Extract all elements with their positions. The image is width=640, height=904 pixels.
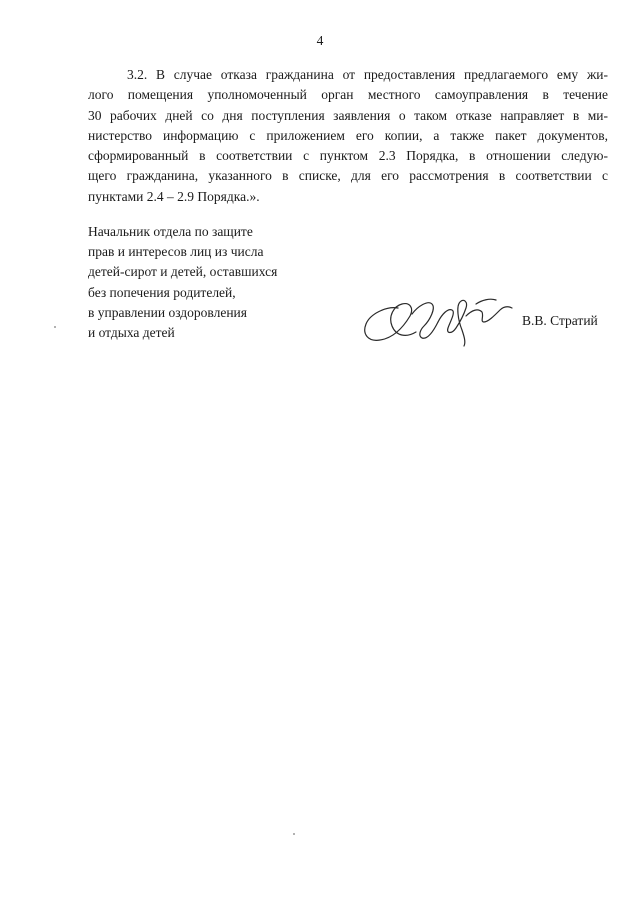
signatory-title-line: детей-сирот и детей, оставшихся bbox=[88, 264, 278, 280]
signatory-title-line: Начальник отдела по защите bbox=[88, 224, 253, 239]
paragraph-line: 30 рабочих дней со дня поступления заявления о таком отказе направляет в ми- bbox=[88, 107, 608, 123]
body-paragraph-3-2 bbox=[88, 65, 608, 207]
signer-name: В.В. Стратий bbox=[522, 313, 598, 328]
paragraph-line: нистерство информацию с приложением его копии, а также пакет документов, bbox=[88, 127, 608, 143]
scan-speck bbox=[54, 326, 56, 328]
paragraph-line: сформированный в соответствии с пунктом 2.3 Порядка, в отношении следую- bbox=[88, 148, 608, 164]
signatory-title-line: в управлении оздоровления bbox=[88, 304, 247, 320]
paragraph-line: пунктами 2.4 – 2.9 Порядка.». bbox=[88, 188, 260, 204]
paragraph-line: лого помещения уполномоченный орган местного самоуправления в течение bbox=[88, 87, 608, 103]
signatory-title-line: и отдыха детей bbox=[88, 325, 175, 341]
signatory-title-line: прав и интересов лиц из числа bbox=[88, 244, 264, 260]
page-number: 4 bbox=[316, 33, 324, 48]
signatory-title bbox=[88, 222, 277, 343]
paragraph-line: 3.2. В случае отказа гражданина от предоставления предлагаемого ему жи- bbox=[127, 67, 608, 82]
signatory-title-line: без попечения родителей, bbox=[88, 284, 236, 300]
paragraph-line: щего гражданина, указанного в списке, для его рассмотрения в соответствии с bbox=[88, 168, 608, 184]
handwritten-signature bbox=[358, 286, 518, 350]
scan-speck bbox=[293, 833, 295, 835]
